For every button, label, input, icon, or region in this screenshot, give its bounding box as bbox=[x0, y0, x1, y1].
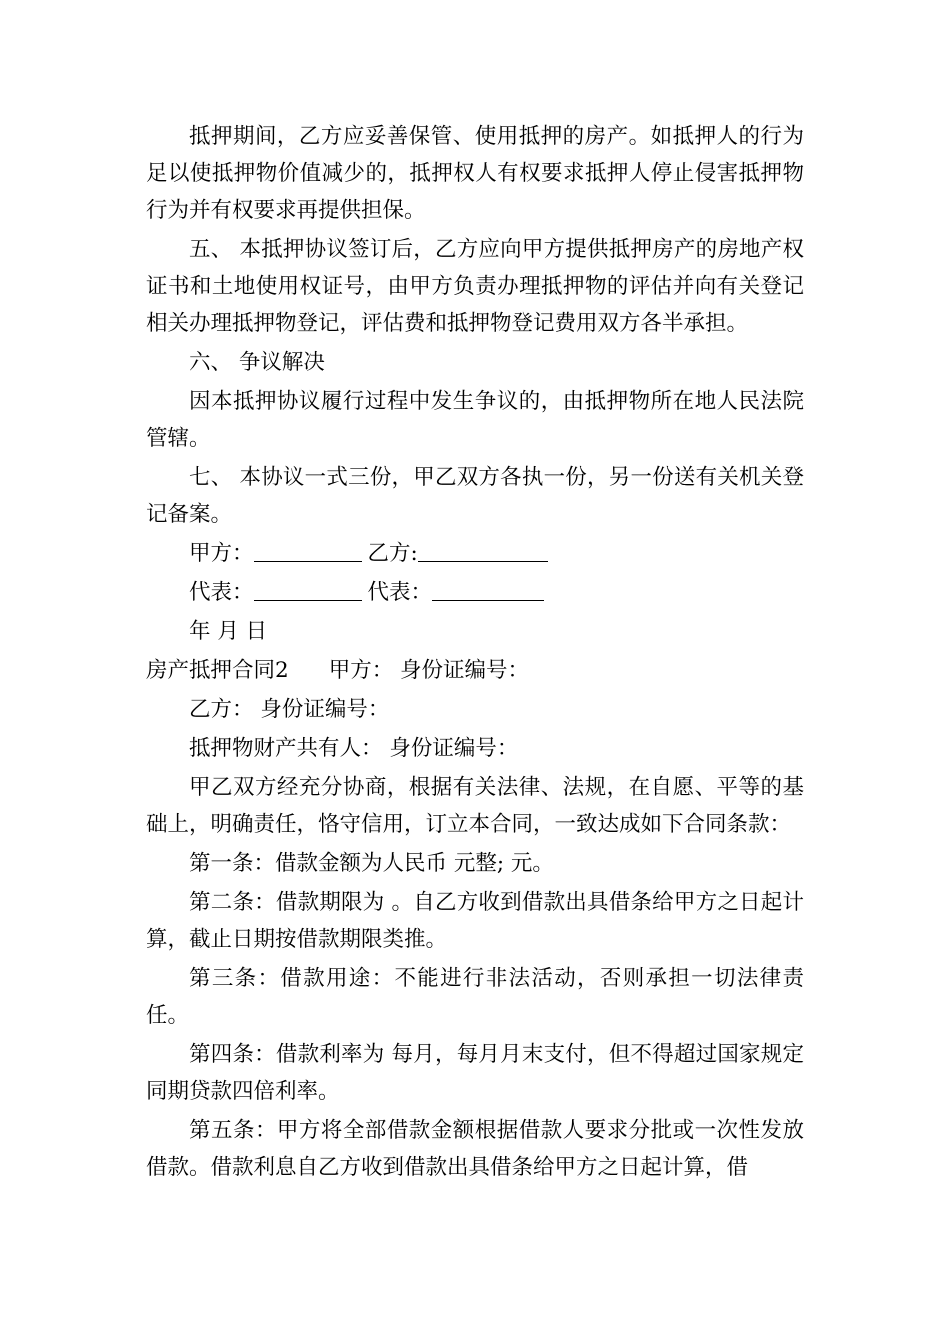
signature-date: 年 月 日 bbox=[189, 619, 268, 644]
contract2-co-owner: 抵押物财产共有人： 身份证编号： bbox=[189, 736, 519, 761]
rep-a-label: 代表： bbox=[189, 580, 254, 605]
party-a-blank bbox=[254, 539, 362, 562]
contract2-intro: 甲乙双方经充分协商，根据有关法律、法规，在自愿、平等的基础上，明确责任，恪守信用，订立本合同，一致达成如下合同条款： bbox=[146, 775, 804, 837]
paragraph-clause-five: 五、 本抵押协议签订后，乙方应向甲方提供抵押房产的房地产权证书和土地使用权证号，由甲方负责办理抵押物的评估并向有关登记相关办理抵押物登记，评估费和抵押物登记费用双方各半承担。 bbox=[146, 237, 804, 336]
paragraph-clause-seven: 七、 本协议一式三份，甲乙双方各执一份，另一份送有关机关登记备案。 bbox=[146, 465, 804, 527]
party-b-label: 乙方: bbox=[367, 541, 418, 566]
signature-date-line bbox=[146, 613, 804, 650]
contract2-article-4: 第四条：借款利率为 每月，每月月末支付，但不得超过国家规定同期贷款四倍利率。 bbox=[146, 1042, 804, 1104]
paragraph-mortgage-period: 抵押期间，乙方应妥善保管、使用抵押的房产。如抵押人的行为足以使抵押物价值减少的，抵押权人有权要求抵押人停止侵害抵押物行为并有权要求再提供担保。 bbox=[146, 124, 804, 223]
signature-party-line bbox=[146, 535, 804, 572]
contract2-party-b: 乙方： 身份证编号： bbox=[189, 697, 390, 722]
contract2-article-2: 第二条：借款期限为 。自乙方收到借款出具借条给甲方之日起计算，截止日期按借款期限类推。 bbox=[146, 890, 804, 952]
contract2-party-b-line bbox=[146, 691, 804, 728]
contract2-article-3: 第三条：借款用途：不能进行非法活动，否则承担一切法律责任。 bbox=[146, 966, 804, 1028]
paragraph-jurisdiction: 因本抵押协议履行过程中发生争议的，由抵押物所在地人民法院管辖。 bbox=[146, 389, 804, 451]
heading-dispute-resolution: 六、 争议解决 bbox=[189, 350, 325, 375]
party-b-blank bbox=[418, 539, 548, 562]
contract2-party-a: 甲方： 身份证编号： bbox=[328, 658, 530, 683]
document-body bbox=[146, 118, 804, 1188]
party-a-label: 甲方： bbox=[189, 541, 254, 566]
rep-b-blank bbox=[432, 578, 544, 601]
rep-a-blank bbox=[254, 578, 362, 601]
contract2-title: 房产抵押合同2 bbox=[146, 658, 289, 683]
contract2-title-line bbox=[146, 652, 804, 689]
contract2-article-1: 第一条：借款金额为人民币 元整; 元。 bbox=[189, 851, 554, 876]
contract2-article-5: 第五条：甲方将全部借款金额根据借款人要求分批或一次性发放借款。借款利息自乙方收到借款出具借条给甲方之日起计算，借 bbox=[146, 1118, 804, 1180]
contract2-co-owner-line bbox=[146, 730, 804, 767]
rep-b-label: 代表： bbox=[367, 580, 433, 605]
signature-representative-line bbox=[146, 574, 804, 611]
